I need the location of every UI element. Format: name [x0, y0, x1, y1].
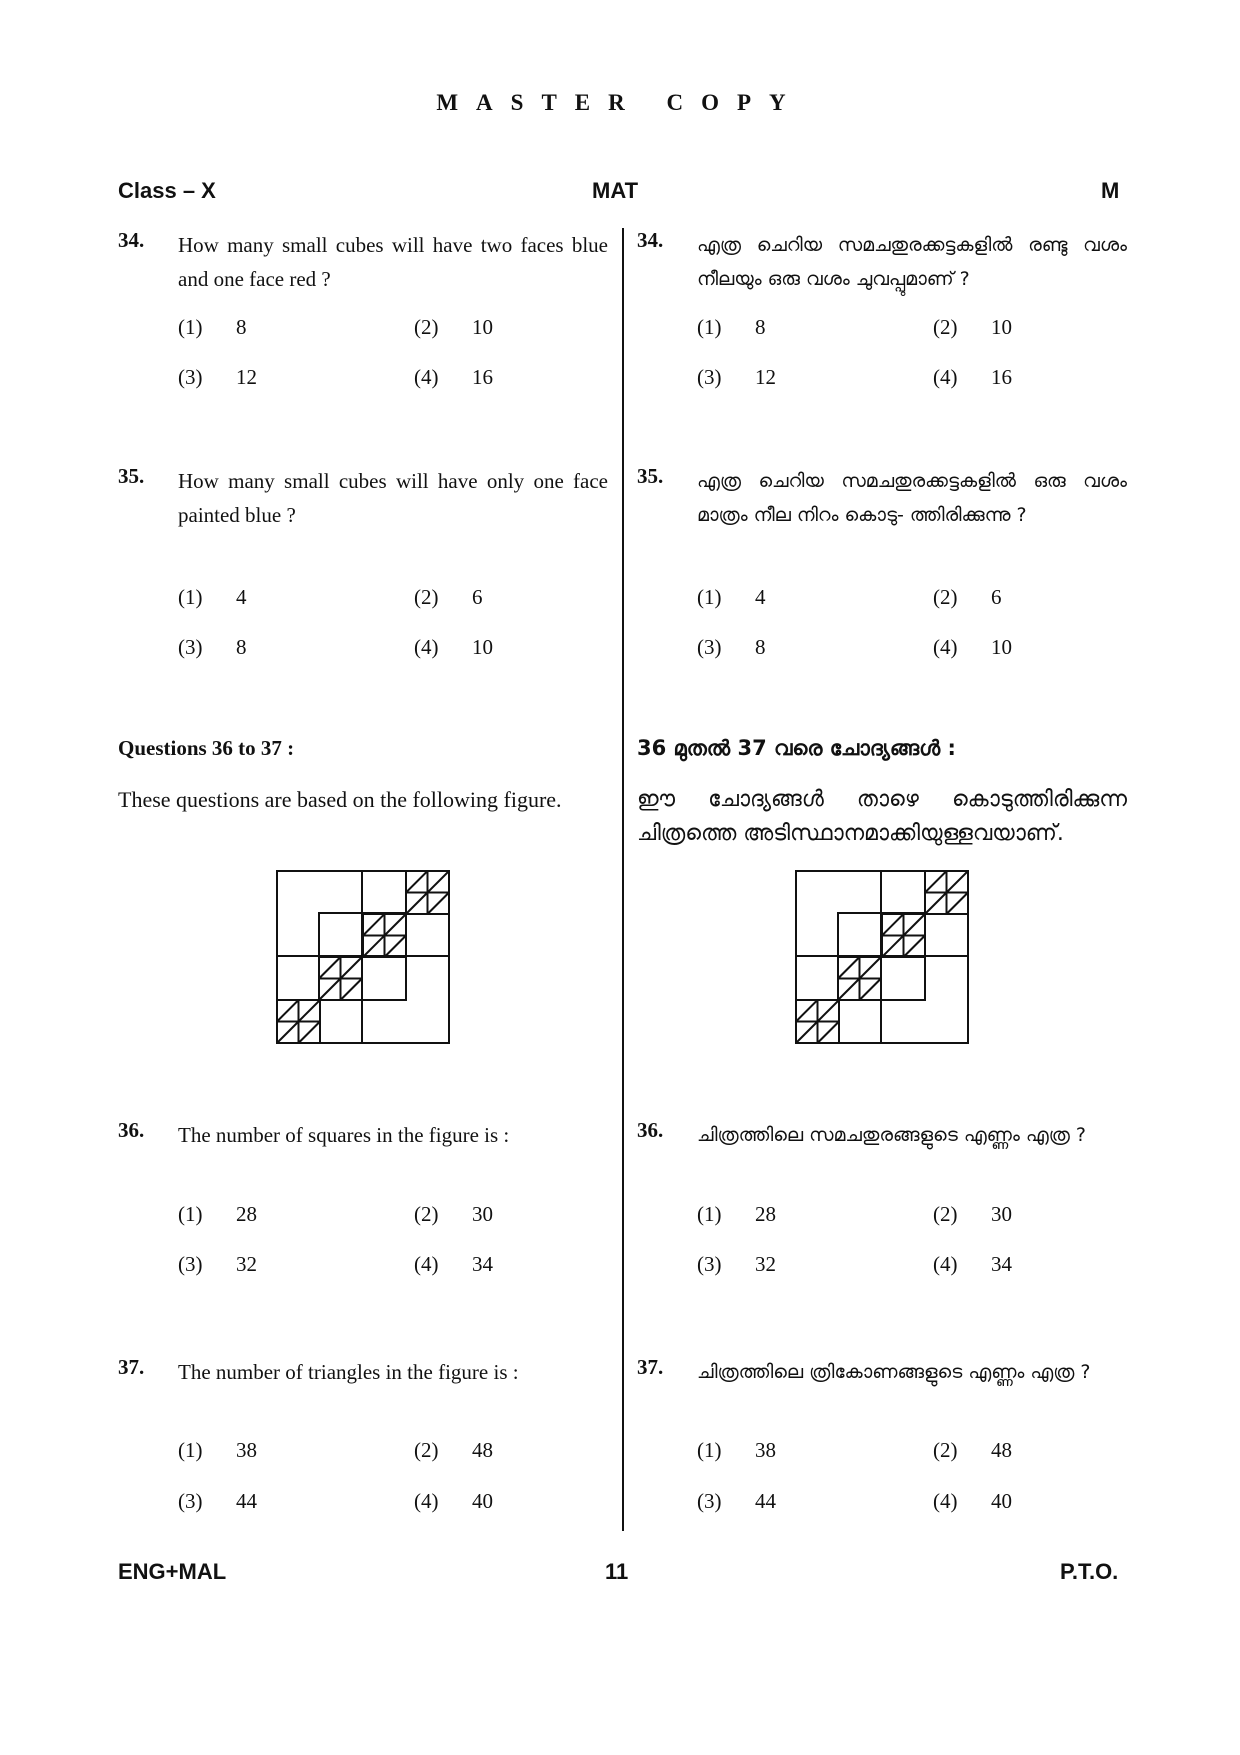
question-text: How many small cubes will have two faces blue and one face red ?: [178, 233, 608, 291]
option-1: (1) 8: [178, 315, 247, 339]
squares-triangles-figure: [795, 870, 969, 1044]
option-3: (3) 8: [697, 635, 766, 659]
class-label: Class – X: [118, 178, 216, 203]
option-1: (1) 28: [697, 1202, 776, 1226]
option-3: (3) 12: [178, 365, 257, 389]
option-4: (4) 40: [414, 1489, 493, 1513]
option-2: (2) 10: [414, 315, 493, 339]
option-2: (2) 48: [933, 1438, 1012, 1462]
question-text: The number of triangles in the figure is :: [178, 1360, 519, 1384]
question-number: 37.: [118, 1355, 145, 1379]
squares-triangles-figure: [276, 870, 450, 1044]
option-1: (1) 28: [178, 1202, 257, 1226]
option-1: (1) 4: [178, 585, 247, 609]
question-number: 35.: [637, 464, 664, 488]
question-text: ചിത്രത്തിലെ ത്രികോണങ്ങളുടെ എണ്ണം എത്ര ?: [697, 1361, 1091, 1383]
option-4: (4) 40: [933, 1489, 1012, 1513]
option-1: (1) 38: [178, 1438, 257, 1462]
malayalam-column: [637, 0, 1127, 1755]
pto-label: P.T.O.: [1060, 1559, 1119, 1584]
option-4: (4) 34: [414, 1252, 493, 1276]
section-title: Questions 36 to 37 :: [118, 736, 295, 760]
question-number: 36.: [118, 1118, 145, 1142]
option-4: (4) 16: [933, 365, 1012, 389]
section-description: These questions are based on the following figure.: [118, 787, 562, 812]
option-2: (2) 6: [933, 585, 1002, 609]
subject-label: MAT: [592, 178, 639, 203]
option-2: (2) 30: [933, 1202, 1012, 1226]
question-number: 34.: [118, 228, 145, 252]
question-text: എത്ര ചെറിയ സമചതുരക്കട്ടകളിൽ ഒരു വശം മാത്രം നീല നിറം കൊടു- ത്തിരിക്കുന്നു ?: [697, 470, 1127, 526]
question-text: The number of squares in the figure is :: [178, 1123, 510, 1147]
option-3: (3) 44: [178, 1489, 257, 1513]
question-text: How many small cubes will have only one face painted blue ?: [178, 469, 608, 527]
question-number: 37.: [637, 1355, 664, 1379]
question-number: 34.: [637, 228, 664, 252]
page-number: 11: [605, 1559, 629, 1584]
section-title: 36 മുതൽ 37 വരെ ചോദ്യങ്ങൾ :: [637, 736, 956, 760]
option-3: (3) 32: [178, 1252, 257, 1276]
option-2: (2) 6: [414, 585, 483, 609]
option-1: (1) 8: [697, 315, 766, 339]
master-copy-heading: MASTER COPY: [436, 90, 804, 115]
option-1: (1) 38: [697, 1438, 776, 1462]
column-divider: [622, 228, 624, 1531]
question-number: 35.: [118, 464, 145, 488]
question-number: 36.: [637, 1118, 664, 1142]
option-2: (2) 30: [414, 1202, 493, 1226]
option-3: (3) 32: [697, 1252, 776, 1276]
option-4: (4) 10: [933, 635, 1012, 659]
option-3: (3) 8: [178, 635, 247, 659]
option-2: (2) 10: [933, 315, 1012, 339]
english-column: [118, 0, 608, 1755]
code-label: M: [1101, 178, 1120, 203]
section-description: ഈ ചോദ്യങ്ങൾ താഴെ കൊടുത്തിരിക്കുന്ന ചിത്രത്തെ അടിസ്ഥാനമാക്കിയുള്ളവയാണ്.: [637, 787, 1127, 846]
option-3: (3) 12: [697, 365, 776, 389]
option-4: (4) 16: [414, 365, 493, 389]
language-label: ENG+MAL: [118, 1559, 227, 1584]
option-2: (2) 48: [414, 1438, 493, 1462]
option-4: (4) 34: [933, 1252, 1012, 1276]
option-4: (4) 10: [414, 635, 493, 659]
option-1: (1) 4: [697, 585, 766, 609]
question-text: ചിത്രത്തിലെ സമചതുരങ്ങളുടെ എണ്ണം എത്ര ?: [697, 1124, 1086, 1146]
question-text: എത്ര ചെറിയ സമചതുരക്കട്ടകളിൽ രണ്ടു വശം നീലയും ഒരു വശം ചുവപ്പുമാണ് ?: [697, 234, 1127, 290]
option-3: (3) 44: [697, 1489, 776, 1513]
